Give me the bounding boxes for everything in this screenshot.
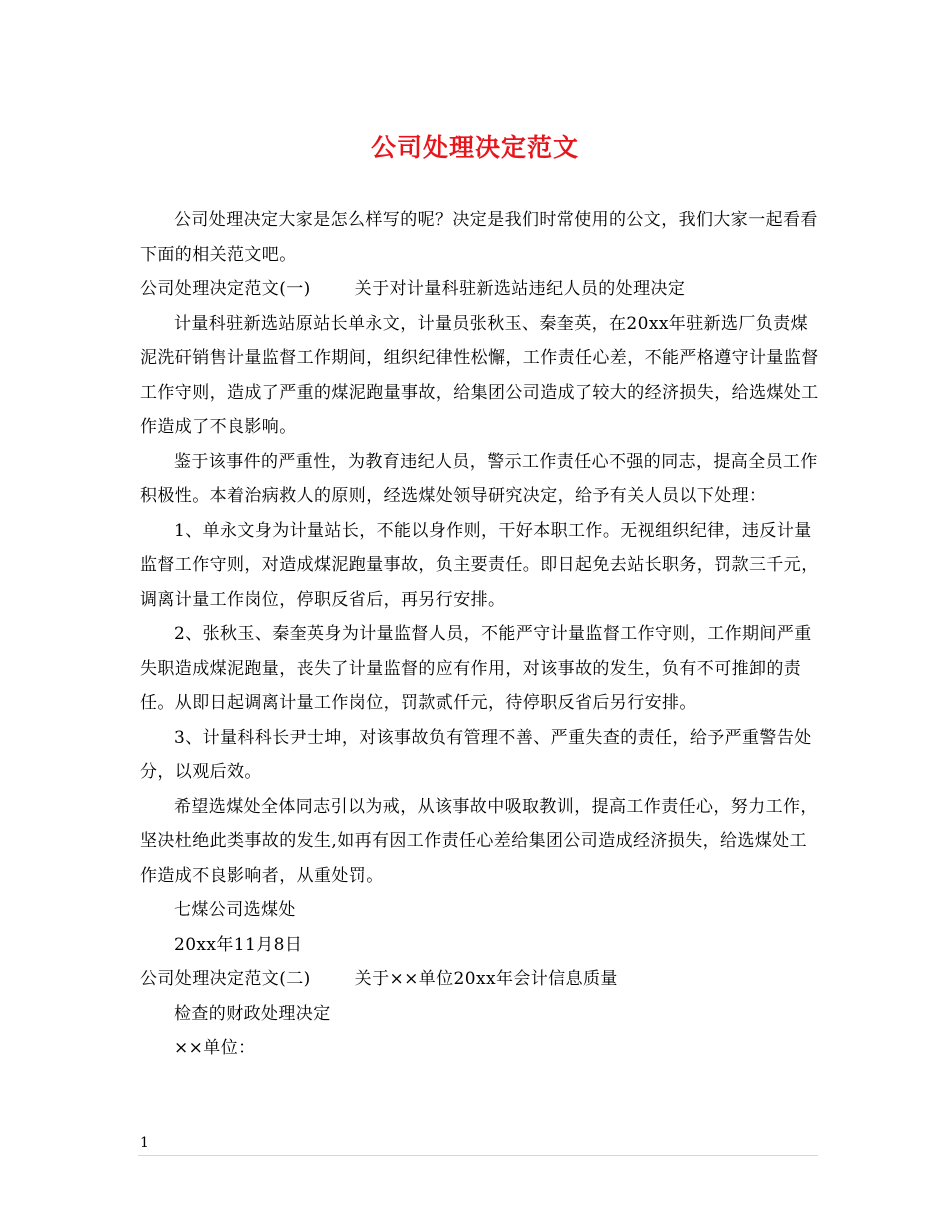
closing-paragraph: 希望选煤处全体同志引以为戒，从该事故中吸取教训，提高工作责任心，努力工作，坚决杜绝此类事故的发生,如再有因工作责任心差给集团公司造成经济损失，给选煤处工作造成不良影响者，从重处罚。 xyxy=(140,796,818,886)
decision-item-1: 1、单永文身为计量站长，不能以身作则，干好本职工作。无视组织纪律，违反计量监督工作守则，对造成煤泥跑量事故，负主要责任。即日起免去站长职务，罚款三千元，调离计量工作岗位，停职反省后，再另行安排。 xyxy=(140,520,819,610)
page-number: 1 xyxy=(140,1135,149,1151)
footer-divider xyxy=(138,1155,818,1156)
decision-item-2: 2、张秋玉、秦奎英身为计量监督人员，不能严守计量监督工作守则，工作期间严重失职造成煤泥跑量，丧失了计量监督的应有作用，对该事故的发生，负有不可推卸的责任。从即日起调离计量工作岗位，罚款贰仟元，待停职反省后另行安排。 xyxy=(140,624,812,713)
section-1-heading-line xyxy=(140,272,820,307)
section-1-heading: 关于对计量科驻新选站违纪人员的处理决定 xyxy=(354,279,686,299)
body-paragraph: 鉴于该事件的严重性，为教育违纪人员，警示工作责任心不强的同志，提高全员工作积极性。本着治病救人的原则，经选煤处领导研究决定，给予有关人员以下处理： xyxy=(140,451,818,506)
section-1-label: 公司处理决定范文(一) xyxy=(140,279,311,299)
intro-paragraph: 公司处理决定大家是怎么样写的呢？决定是我们时常使用的公文，我们大家一起看看下面的相关范文吧。 xyxy=(140,210,818,265)
signature-organization: 七煤公司选煤处 xyxy=(174,900,296,920)
section-2-label: 公司处理决定范文(二) xyxy=(140,969,311,989)
section-2-heading-line xyxy=(140,962,820,997)
document-title: 公司处理决定范文 xyxy=(370,133,579,162)
body-paragraph: 计量科驻新选站原站长单永文，计量员张秋玉、秦奎英，在20xx年驻新选厂负责煤泥洗矸销售计量监督工作期间，组织纪律性松懈，工作责任心差，不能严格遵守计量监督工作守则，造成了严重的煤泥跑量事故，给集团公司造成了较大的经济损失，给选煤处工作造成了不良影响。 xyxy=(140,313,819,437)
section-2-addressee: ××单位： xyxy=(174,1038,256,1058)
signature-date: 20xx年11月8日 xyxy=(174,934,303,955)
section-2-heading: 关于××单位20xx年会计信息质量 xyxy=(354,969,618,989)
decision-item-3: 3、计量科科长尹士坤，对该事故负有管理不善、严重失查的责任，给予严重警告处分，以观后效。 xyxy=(140,727,812,782)
section-2-heading-continued: 检查的财政处理决定 xyxy=(174,1003,331,1024)
document-body xyxy=(140,203,820,1066)
